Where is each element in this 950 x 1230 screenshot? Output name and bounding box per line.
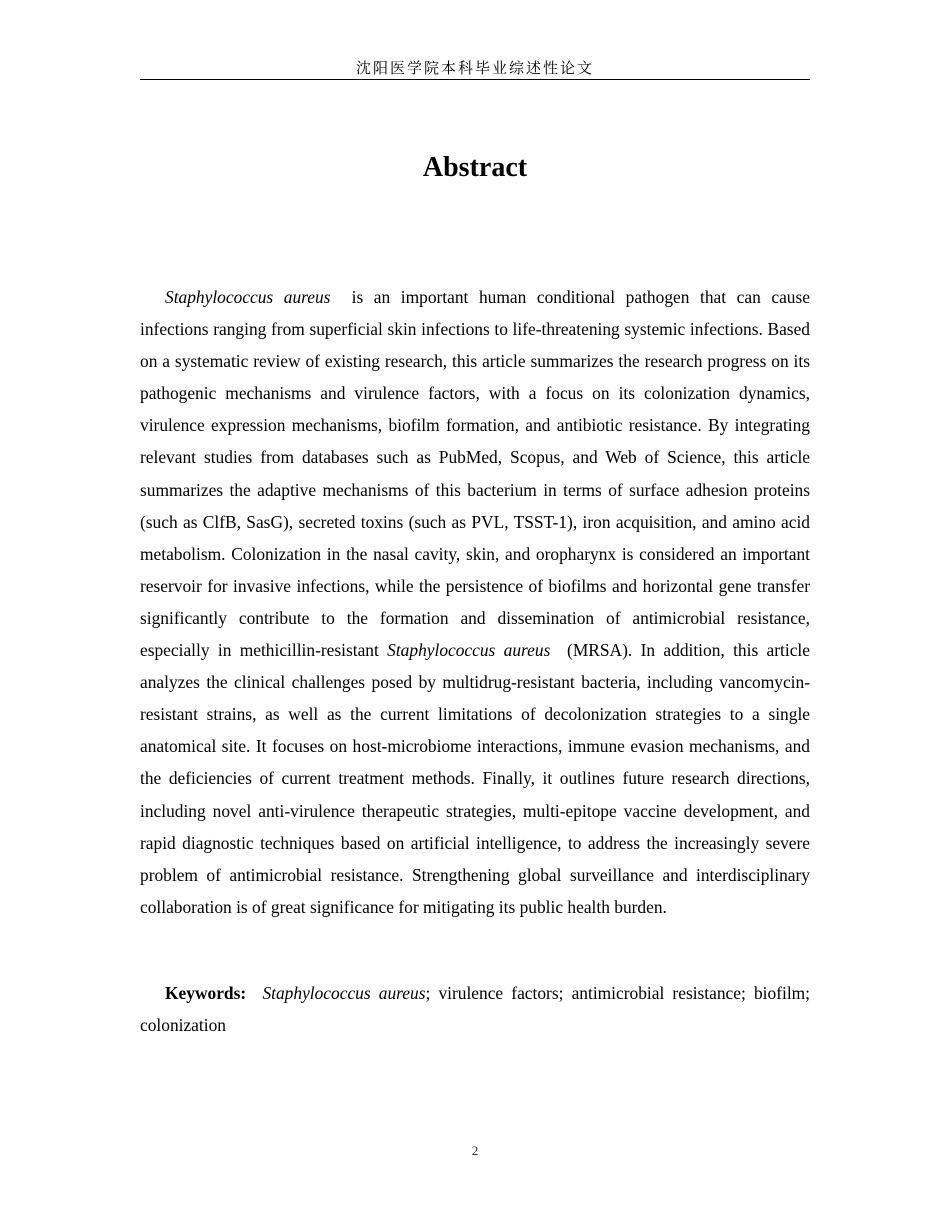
abstract-text-part-1: is an important human conditional pathogen that can cause infections ranging from superficial skin infections to life-threatening systemic infections. Based on a systematic review of existing research, this article summarizes the research progress on its pathogenic mechanisms and virulence factors, with a focus on its colonization dynamics, virulence expression mechanisms, biofilm formation, and antibiotic resistance. By integrating relevant studies from databases such as PubMed, Scopus, and Web of Science, this article summarizes the adaptive mechanisms of this bacterium in terms of surface adhesion proteins (such as ClfB, SasG), secreted toxins (such as PVL, TSST-1), iron acquisition, and amino acid metabolism. Colonization in the nasal cavity, skin, and oropharynx is considered an important reservoir for invasive infections, while the persistence of biofilms and horizontal gene transfer significantly contribute to the formation and dissemination of antimicrobial resistance, especially in methicillin-resistant bbox=[140, 287, 810, 661]
header-title: 沈阳医学院本科毕业综述性论文 bbox=[355, 59, 594, 77]
keyword-species: Staphylococcus aureus bbox=[262, 983, 426, 1003]
abstract-paragraph bbox=[140, 281, 810, 923]
keywords-list: ; virulence factors; antimicrobial resistance; biofilm; colonization bbox=[140, 983, 811, 1035]
abstract-text-part-2: (MRSA). In addition, this article analyzes the clinical challenges posed by multidrug-resistant bacteria, including vancomycin-resistant strains, as well as the current limitations of decolonization strategies to a single anatomical site. It focuses on host-microbiome interactions, immune evasion mechanisms, and the deficiencies of current treatment methods. Finally, it outlines future research directions, including novel anti-virulence therapeutic strategies, multi-epitope vaccine development, and rapid diagnostic techniques based on artificial intelligence, to address the increasingly severe problem of antimicrobial resistance. Strengthening global surveillance and interdisciplinary collaboration is of great significance for mitigating its public health burden. bbox=[140, 640, 810, 917]
species-name: Staphylococcus aureus bbox=[387, 640, 551, 661]
species-name: Staphylococcus aureus bbox=[165, 287, 331, 307]
page-header bbox=[140, 58, 810, 80]
keywords-label: Keywords: bbox=[165, 983, 247, 1003]
page-number: 2 bbox=[471, 1143, 479, 1158]
page-title: Abstract bbox=[422, 152, 528, 183]
keywords-paragraph bbox=[140, 978, 810, 1041]
